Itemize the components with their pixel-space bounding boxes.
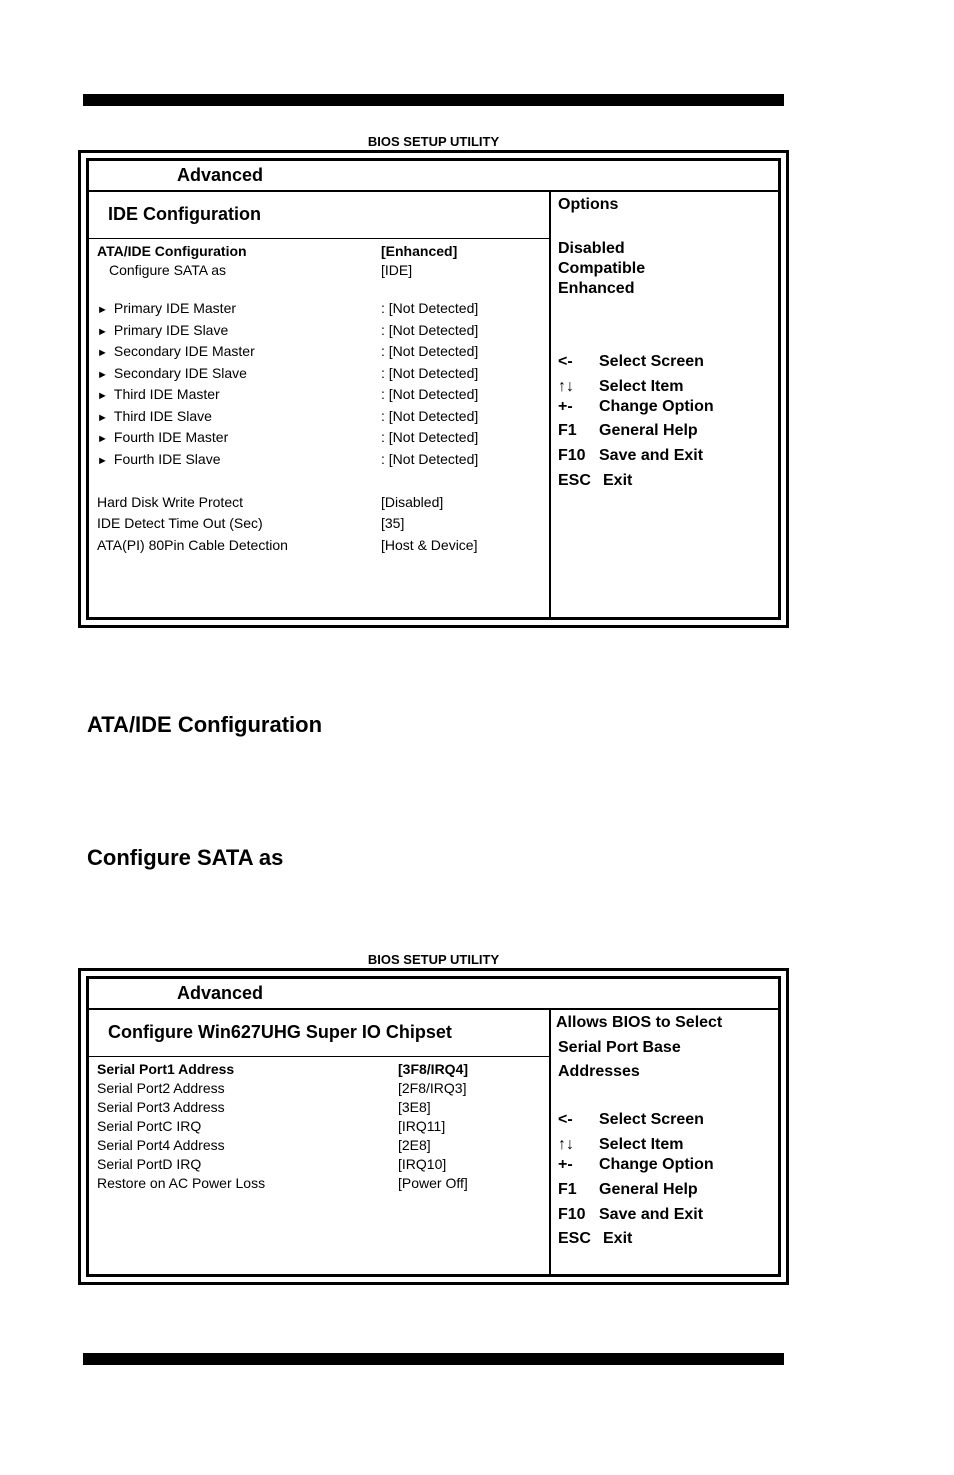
help-line: Enhanced <box>558 280 635 297</box>
key-legend-row <box>558 1181 698 1199</box>
setting-label-text: Fourth IDE Master <box>113 429 229 445</box>
key-legend-row <box>558 1206 703 1224</box>
settings-pane <box>89 192 549 617</box>
key-legend-row <box>558 353 704 371</box>
setting-label <box>97 1156 201 1172</box>
setting-label-text: Secondary IDE Slave <box>113 365 247 381</box>
submenu-arrow-icon: ► <box>97 412 108 424</box>
key-legend-row <box>558 447 703 465</box>
submenu-arrow-icon: ► <box>97 433 108 445</box>
key-name: F1 <box>558 1181 577 1198</box>
key-name: <- <box>558 353 573 370</box>
key-name: ESC <box>558 472 591 489</box>
setting-value[interactable]: [3F8/IRQ4] <box>398 1061 469 1077</box>
setting-value[interactable]: [Disabled] <box>381 494 444 510</box>
key-name: ESC <box>558 1230 591 1247</box>
setting-label <box>97 243 247 259</box>
setting-label-text: Secondary IDE Master <box>113 343 255 359</box>
setting-label-text: Serial PortD IRQ <box>97 1156 202 1172</box>
bottom-rule <box>83 1353 784 1365</box>
key-description: Select Item <box>599 378 684 395</box>
setting-label-text: Serial Port4 Address <box>97 1137 225 1153</box>
setting-label <box>97 451 221 467</box>
key-description: Select Item <box>599 1136 684 1153</box>
setting-value[interactable]: [2E8] <box>398 1137 431 1153</box>
tab-advanced[interactable]: Advanced <box>177 165 264 185</box>
setting-value[interactable]: [IRQ11] <box>398 1118 446 1134</box>
setting-label <box>97 408 212 424</box>
help-line: Compatible <box>558 260 646 277</box>
key-description: Change Option <box>599 398 714 415</box>
setting-label-text: Serial Port3 Address <box>97 1099 225 1115</box>
setting-label <box>97 1080 225 1096</box>
submenu-arrow-icon: ► <box>97 390 108 402</box>
key-name: +- <box>558 1156 573 1173</box>
help-title: Options <box>558 196 619 213</box>
submenu-arrow-icon: ► <box>97 455 108 467</box>
key-description: Save and Exit <box>599 1206 704 1223</box>
key-name: F10 <box>558 1206 586 1223</box>
setting-label-text: Serial Port2 Address <box>97 1080 225 1096</box>
setting-value[interactable]: : [Not Detected] <box>381 322 479 338</box>
section-title: IDE Configuration <box>108 204 261 224</box>
setting-label-text: Hard Disk Write Protect <box>97 494 243 510</box>
setting-label-text: IDE Detect Time Out (Sec) <box>97 515 263 531</box>
section-title: Configure Win627UHG Super IO Chipset <box>108 1022 452 1042</box>
key-legend-row <box>558 1136 683 1154</box>
setting-value[interactable]: : [Not Detected] <box>381 451 479 467</box>
bios-screen-ide <box>78 150 789 628</box>
setting-label <box>97 1137 225 1153</box>
tab-bar <box>89 161 778 192</box>
setting-label <box>97 343 255 359</box>
key-name: F10 <box>558 447 586 464</box>
top-rule <box>83 94 784 106</box>
setting-label-text: ATA(PI) 80Pin Cable Detection <box>97 537 288 553</box>
setting-label <box>97 1175 265 1191</box>
submenu-arrow-icon: ► <box>97 347 108 359</box>
setting-label-text: Configure SATA as <box>109 262 226 278</box>
heading-configure-sata: Configure SATA as <box>87 845 284 870</box>
key-description: Exit <box>603 1230 633 1247</box>
key-name: ↑↓ <box>558 1136 574 1153</box>
setting-label <box>97 537 288 553</box>
setting-value[interactable]: [Enhanced] <box>381 243 458 259</box>
setting-value[interactable]: : [Not Detected] <box>381 429 479 445</box>
tab-advanced[interactable]: Advanced <box>177 983 264 1003</box>
key-description: General Help <box>599 1181 698 1198</box>
help-line: Allows BIOS to Select <box>556 1014 723 1031</box>
submenu-arrow-icon: ► <box>97 369 108 381</box>
setting-label <box>109 262 226 278</box>
bios-caption: BIOS SETUP UTILITY <box>367 952 500 967</box>
setting-label <box>97 1061 234 1077</box>
setting-value[interactable]: : [Not Detected] <box>381 300 479 316</box>
key-description: Change Option <box>599 1156 714 1173</box>
setting-label-text: Serial Port1 Address <box>97 1061 235 1077</box>
setting-label-text: Fourth IDE Slave <box>113 451 221 467</box>
key-legend-row <box>558 472 632 490</box>
setting-value[interactable]: [IDE] <box>381 262 413 278</box>
setting-value[interactable]: : [Not Detected] <box>381 408 479 424</box>
key-name: ↑↓ <box>558 378 574 395</box>
setting-value[interactable]: [3E8] <box>398 1099 431 1115</box>
setting-label <box>97 429 228 445</box>
key-legend-row <box>558 378 683 396</box>
setting-value[interactable]: [2F8/IRQ3] <box>398 1080 467 1096</box>
key-description: Exit <box>603 472 633 489</box>
setting-label <box>97 365 247 381</box>
key-description: Select Screen <box>599 1111 704 1128</box>
setting-label <box>97 386 220 402</box>
key-legend-row <box>558 422 698 440</box>
key-name: +- <box>558 398 573 415</box>
setting-value[interactable]: [Power Off] <box>398 1175 468 1191</box>
help-pane <box>549 1010 778 1274</box>
setting-label <box>97 515 263 531</box>
setting-value[interactable]: [Host & Device] <box>381 537 478 553</box>
key-legend-row <box>558 1111 704 1129</box>
bios-screen-superio <box>78 968 789 1285</box>
setting-label-text: Serial PortC IRQ <box>97 1118 202 1134</box>
submenu-arrow-icon: ► <box>97 326 108 338</box>
setting-label-text: Primary IDE Master <box>113 300 237 316</box>
key-name: F1 <box>558 422 577 439</box>
help-line: Disabled <box>558 240 625 257</box>
setting-label <box>97 322 228 338</box>
setting-label-text: ATA/IDE Configuration <box>97 243 247 259</box>
setting-value[interactable]: [IRQ10] <box>398 1156 447 1172</box>
setting-value[interactable]: : [Not Detected] <box>381 386 479 402</box>
bios-caption: BIOS SETUP UTILITY <box>367 134 500 149</box>
help-line: Serial Port Base <box>558 1039 681 1056</box>
setting-label <box>97 300 236 316</box>
key-legend-row <box>558 1156 714 1174</box>
setting-label <box>97 1099 225 1115</box>
submenu-arrow-icon: ► <box>97 304 108 316</box>
setting-value[interactable]: [35] <box>381 515 405 531</box>
tab-bar <box>89 979 778 1010</box>
setting-label-text: Restore on AC Power Loss <box>97 1175 266 1191</box>
help-line: Addresses <box>558 1063 640 1080</box>
help-pane <box>549 192 778 617</box>
setting-label <box>97 494 243 510</box>
setting-value[interactable]: : [Not Detected] <box>381 343 479 359</box>
key-legend-row <box>558 1230 632 1248</box>
setting-label <box>97 1118 201 1134</box>
key-description: Save and Exit <box>599 447 704 464</box>
setting-label-text: Third IDE Master <box>113 386 220 402</box>
key-description: General Help <box>599 422 698 439</box>
heading-ata-ide: ATA/IDE Configuration <box>87 712 323 737</box>
settings-pane <box>89 1010 549 1274</box>
setting-value[interactable]: : [Not Detected] <box>381 365 479 381</box>
key-name: <- <box>558 1111 573 1128</box>
setting-label-text: Primary IDE Slave <box>113 322 229 338</box>
setting-label-text: Third IDE Slave <box>113 408 212 424</box>
key-legend-row <box>558 398 714 416</box>
key-description: Select Screen <box>599 353 704 370</box>
